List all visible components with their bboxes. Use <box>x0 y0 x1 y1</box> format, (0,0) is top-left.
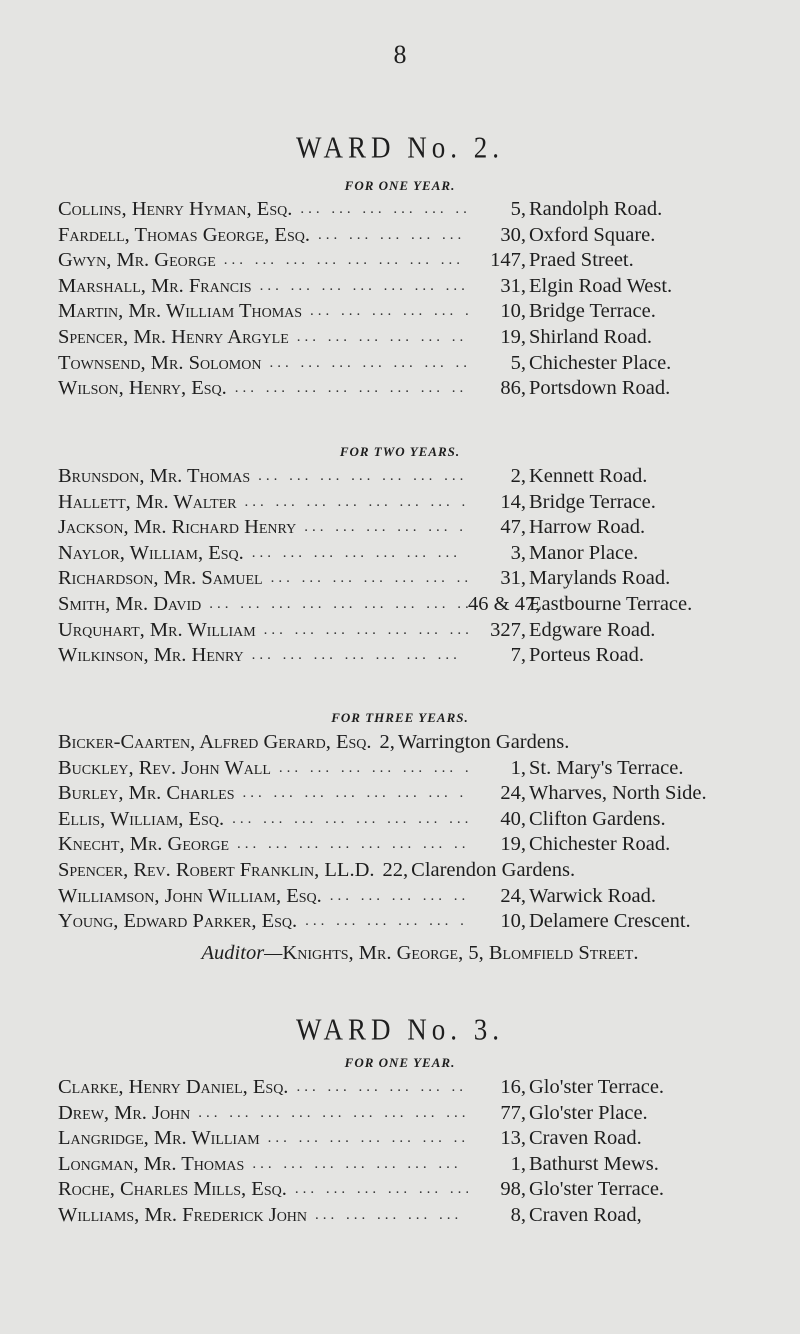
list-item <box>58 541 778 567</box>
dot-leader <box>216 248 468 274</box>
list-item <box>58 490 778 516</box>
house-number: 19, <box>500 325 526 348</box>
house-number: 31, <box>500 274 526 297</box>
street-address: Manor Place. <box>529 541 639 564</box>
house-number: 40, <box>500 807 526 830</box>
street-address: Warrington Gardens. <box>397 731 570 753</box>
street-address: Glo'ster Terrace. <box>529 1178 665 1201</box>
name-cell <box>58 1152 468 1178</box>
house-number: 327, <box>490 618 526 641</box>
house-number: 7, <box>510 644 526 667</box>
house-number: 24, <box>500 782 526 805</box>
member-name: Williamson, John William, Esq. <box>58 884 322 907</box>
list-item <box>58 592 778 618</box>
member-name: Spencer, Rev. Robert Franklin, LL.D. <box>58 858 375 881</box>
name-cell <box>58 515 468 541</box>
street-address: Craven Road. <box>529 1127 642 1150</box>
name-cell <box>58 464 468 490</box>
list-item <box>58 376 778 402</box>
house-number: 147, <box>490 249 526 272</box>
list-item <box>58 909 778 935</box>
name-cell <box>58 730 372 756</box>
list-item <box>58 756 778 782</box>
dot-leader <box>227 376 468 402</box>
street-address: Elgin Road West. <box>529 274 673 297</box>
street-address: Porteus Road. <box>529 644 645 667</box>
name-cell <box>58 325 468 351</box>
member-name: Knecht, Mr. George <box>58 833 229 856</box>
ward-2-two-years-list <box>58 464 778 669</box>
member-name: Smith, Mr. David <box>58 592 202 615</box>
member-name: Spencer, Mr. Henry Argyle <box>58 325 289 348</box>
name-cell <box>58 858 375 884</box>
name-cell <box>58 351 468 377</box>
name-cell <box>58 592 468 618</box>
dot-leader <box>256 618 468 644</box>
name-cell <box>58 807 468 833</box>
house-number: 3, <box>510 541 526 564</box>
ward-2-one-year-heading: FOR ONE YEAR. <box>344 178 456 193</box>
name-cell <box>58 223 468 249</box>
house-number: 10, <box>500 300 526 323</box>
house-number: 86, <box>500 377 526 400</box>
street-address: Edgware Road. <box>529 618 656 641</box>
dot-leader <box>263 566 468 592</box>
name-cell <box>58 1177 468 1203</box>
dot-leader <box>322 884 468 910</box>
list-item <box>58 643 778 669</box>
house-number: 22, <box>382 858 409 881</box>
dot-leader <box>250 464 468 490</box>
list-item <box>58 274 778 300</box>
auditor-label: Auditor— <box>201 942 283 964</box>
street-address: Warwick Road. <box>529 884 657 907</box>
dot-leader <box>224 807 468 833</box>
member-name: Martin, Mr. William Thomas <box>58 300 303 323</box>
house-number: 30, <box>500 223 526 246</box>
dot-leader <box>261 351 468 377</box>
name-cell <box>58 1075 468 1101</box>
house-number: 31, <box>500 567 526 590</box>
list-item <box>58 515 778 541</box>
dot-leader <box>244 541 468 567</box>
street-address: Wharves, North Side. <box>529 782 707 805</box>
street-address: Clifton Gardens. <box>529 807 666 830</box>
dot-leader <box>310 223 468 249</box>
street-address: Randolph Road. <box>529 198 663 220</box>
member-name: Roche, Charles Mills, Esq. <box>58 1178 287 1201</box>
street-address: St. Mary's Terrace. <box>529 756 684 779</box>
member-name: Jackson, Mr. Richard Henry <box>58 516 297 539</box>
member-name: Collins, Henry Hyman, Esq. <box>58 198 293 220</box>
member-name: Brunsdon, Mr. Thomas <box>58 465 251 487</box>
dot-leader <box>190 1101 468 1127</box>
dot-leader <box>292 197 468 223</box>
street-address: Bridge Terrace. <box>529 300 656 323</box>
street-address: Clarendon Gardens. <box>411 858 576 881</box>
name-cell <box>58 1126 468 1152</box>
street-address: Bridge Terrace. <box>529 490 656 513</box>
dot-leader <box>244 643 468 669</box>
street-address: Delamere Crescent. <box>529 910 691 933</box>
list-item <box>58 1101 778 1127</box>
dot-leader <box>296 515 468 541</box>
ward-3-title: WARD No. 3. <box>296 1011 504 1047</box>
list-item <box>58 464 778 490</box>
ward-2-three-years-heading: FOR THREE YEARS. <box>331 710 469 725</box>
house-number: 24, <box>500 884 526 907</box>
name-cell <box>58 756 468 782</box>
name-cell <box>58 618 468 644</box>
list-item <box>58 1075 778 1101</box>
name-cell <box>58 274 468 300</box>
name-cell <box>58 1101 468 1127</box>
list-item <box>58 351 778 377</box>
street-address: Harrow Road. <box>529 516 646 539</box>
list-item <box>58 730 778 756</box>
street-address: Shirland Road. <box>529 325 652 348</box>
name-cell <box>58 909 468 935</box>
house-number: 14, <box>500 490 526 513</box>
street-address: Oxford Square. <box>529 223 656 246</box>
list-item <box>58 223 778 249</box>
dot-leader <box>289 325 468 351</box>
street-address: Praed Street. <box>529 249 634 272</box>
name-cell <box>58 781 468 807</box>
member-name: Bicker-Caarten, Alfred Gerard, Esq. <box>58 731 372 753</box>
house-number: 77, <box>500 1101 526 1124</box>
street-address: Chichester Road. <box>529 833 671 856</box>
street-address: Craven Road, <box>529 1203 642 1226</box>
list-item <box>58 858 778 884</box>
dot-leader <box>297 909 468 935</box>
house-number: 2, <box>379 731 395 753</box>
list-item <box>58 1177 778 1203</box>
member-name: Wilkinson, Mr. Henry <box>58 644 244 667</box>
list-item <box>58 618 778 644</box>
ward-3-one-year-list <box>58 1075 778 1229</box>
member-name: Townsend, Mr. Solomon <box>58 351 262 374</box>
house-number: 46 & 47, <box>468 592 541 615</box>
dot-leader <box>260 1126 468 1152</box>
ward-2-auditor <box>0 942 800 965</box>
member-name: Wilson, Henry, Esq. <box>58 377 227 400</box>
street-address: Glo'ster Terrace. <box>529 1076 665 1098</box>
list-item <box>58 1126 778 1152</box>
house-number: 19, <box>500 833 526 856</box>
street-address: Glo'ster Place. <box>529 1101 648 1124</box>
member-name: Young, Edward Parker, Esq. <box>58 910 298 933</box>
member-name: Gwyn, Mr. George <box>58 249 216 272</box>
house-number: 10, <box>500 910 526 933</box>
page-number: 8 <box>393 40 407 69</box>
name-cell <box>58 643 468 669</box>
ward-2-one-year-list <box>58 197 778 402</box>
list-item <box>58 248 778 274</box>
member-name: Williams, Mr. Frederick John <box>58 1203 308 1226</box>
house-number: 8, <box>510 1203 526 1226</box>
member-name: Clarke, Henry Daniel, Esq. <box>58 1076 289 1098</box>
name-cell <box>58 832 468 858</box>
ward-2-three-years-list <box>58 730 778 935</box>
ward-3-one-year-heading: FOR ONE YEAR. <box>344 1055 456 1070</box>
name-cell <box>58 490 468 516</box>
house-number: 13, <box>500 1127 526 1150</box>
house-number: 47, <box>500 516 526 539</box>
list-item <box>58 884 778 910</box>
street-address: Kennett Road. <box>529 465 648 487</box>
ward-2-two-years-heading: FOR TWO YEARS. <box>339 444 461 459</box>
name-cell <box>58 299 468 325</box>
member-name: Fardell, Thomas George, Esq. <box>58 223 310 246</box>
list-item <box>58 197 778 223</box>
dot-leader <box>271 756 468 782</box>
dot-leader <box>287 1177 468 1203</box>
street-address: Bathurst Mews. <box>529 1152 659 1175</box>
list-item <box>58 781 778 807</box>
auditor-text: Knights, Mr. George, 5, Blomfield Street. <box>282 942 639 964</box>
dot-leader <box>229 832 468 858</box>
member-name: Marshall, Mr. Francis <box>58 274 252 297</box>
dot-leader <box>201 592 468 618</box>
list-item <box>58 832 778 858</box>
ward-2-title: WARD No. 2. <box>296 129 504 165</box>
dot-leader <box>288 1075 468 1101</box>
list-item <box>58 1152 778 1178</box>
name-cell <box>58 248 468 274</box>
house-number: 1, <box>510 756 526 779</box>
name-cell <box>58 1203 468 1229</box>
street-address: Portsdown Road. <box>529 377 671 400</box>
house-number: 98, <box>500 1178 526 1201</box>
list-item <box>58 325 778 351</box>
house-number: 16, <box>500 1076 526 1098</box>
list-item <box>58 1203 778 1229</box>
list-item <box>58 807 778 833</box>
member-name: Drew, Mr. John <box>58 1101 191 1124</box>
member-name: Langridge, Mr. William <box>58 1127 260 1150</box>
member-name: Burley, Mr. Charles <box>58 782 235 805</box>
member-name: Ellis, William, Esq. <box>58 807 225 830</box>
street-address: Marylands Road. <box>529 567 671 590</box>
dot-leader <box>302 299 468 325</box>
member-name: Longman, Mr. Thomas <box>58 1152 245 1175</box>
name-cell <box>58 566 468 592</box>
dot-leader <box>244 1152 468 1178</box>
member-name: Hallett, Mr. Walter <box>58 490 237 513</box>
member-name: Naylor, William, Esq. <box>58 541 244 564</box>
name-cell <box>58 884 468 910</box>
name-cell <box>58 197 468 223</box>
list-item <box>58 299 778 325</box>
member-name: Buckley, Rev. John Wall <box>58 756 271 779</box>
member-name: Richardson, Mr. Samuel <box>58 567 263 590</box>
house-number: 5, <box>510 351 526 374</box>
house-number: 1, <box>510 1152 526 1175</box>
house-number: 5, <box>510 198 526 220</box>
house-number: 2, <box>510 465 526 487</box>
dot-leader <box>252 274 468 300</box>
dot-leader <box>235 781 468 807</box>
name-cell <box>58 541 468 567</box>
dot-leader <box>237 490 468 516</box>
street-address: Chichester Place. <box>529 351 672 374</box>
name-cell <box>58 376 468 402</box>
member-name: Urquhart, Mr. William <box>58 618 256 641</box>
street-address: Eastbourne Terrace. <box>529 592 693 615</box>
list-item <box>58 566 778 592</box>
dot-leader <box>307 1203 468 1229</box>
